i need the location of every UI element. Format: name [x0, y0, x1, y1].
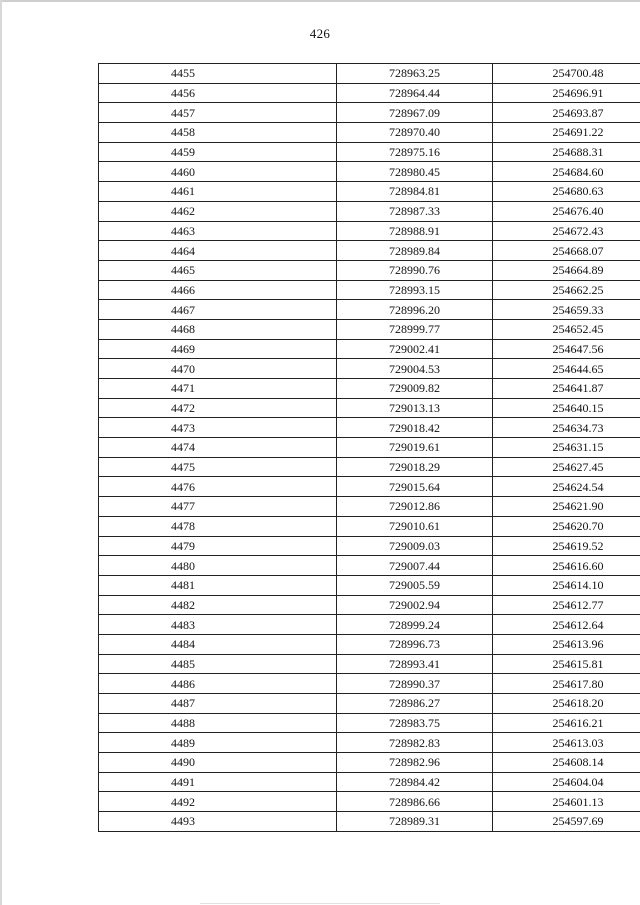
table-row [99, 260, 640, 280]
y-coordinate-cell: 254688.31 [493, 142, 640, 162]
y-coordinate-cell: 254612.77 [493, 595, 640, 615]
point-number-cell: 4477 [99, 497, 337, 517]
table-row [99, 615, 640, 635]
y-coordinate-cell: 254604.04 [493, 772, 640, 792]
point-number-cell: 4466 [99, 280, 337, 300]
point-number-cell: 4469 [99, 339, 337, 359]
x-coordinate-cell: 728986.66 [337, 792, 493, 812]
table-row [99, 772, 640, 792]
y-coordinate-cell: 254634.73 [493, 418, 640, 438]
table-row [99, 201, 640, 221]
point-number-cell: 4490 [99, 753, 337, 773]
x-coordinate-cell: 728964.44 [337, 83, 493, 103]
x-coordinate-cell: 728988.91 [337, 221, 493, 241]
x-coordinate-cell: 729005.59 [337, 575, 493, 595]
x-coordinate-cell: 728984.81 [337, 182, 493, 202]
y-coordinate-cell: 254680.63 [493, 182, 640, 202]
point-number-cell: 4470 [99, 359, 337, 379]
point-number-cell: 4474 [99, 438, 337, 458]
point-number-cell: 4455 [99, 64, 337, 84]
table-row [99, 753, 640, 773]
point-number-cell: 4489 [99, 733, 337, 753]
point-number-cell: 4483 [99, 615, 337, 635]
point-number-cell: 4487 [99, 694, 337, 714]
x-coordinate-cell: 728983.75 [337, 713, 493, 733]
x-coordinate-cell: 728986.27 [337, 694, 493, 714]
y-coordinate-cell: 254613.96 [493, 634, 640, 654]
y-coordinate-cell: 254616.60 [493, 556, 640, 576]
table-row [99, 379, 640, 399]
x-coordinate-cell: 729012.86 [337, 497, 493, 517]
y-coordinate-cell: 254696.91 [493, 83, 640, 103]
point-number-cell: 4481 [99, 575, 337, 595]
table-row [99, 457, 640, 477]
table-row [99, 398, 640, 418]
point-number-cell: 4476 [99, 477, 337, 497]
x-coordinate-cell: 728996.20 [337, 300, 493, 320]
x-coordinate-cell: 728990.76 [337, 260, 493, 280]
x-coordinate-cell: 729019.61 [337, 438, 493, 458]
y-coordinate-cell: 254647.56 [493, 339, 640, 359]
table-row [99, 694, 640, 714]
table-row [99, 123, 640, 143]
y-coordinate-cell: 254620.70 [493, 516, 640, 536]
x-coordinate-cell: 728970.40 [337, 123, 493, 143]
table-row [99, 595, 640, 615]
x-coordinate-cell: 729007.44 [337, 556, 493, 576]
scan-edge-top [0, 0, 640, 2]
point-number-cell: 4482 [99, 595, 337, 615]
point-number-cell: 4465 [99, 260, 337, 280]
x-coordinate-cell: 728989.84 [337, 241, 493, 261]
point-number-cell: 4491 [99, 772, 337, 792]
table-row [99, 536, 640, 556]
y-coordinate-cell: 254615.81 [493, 654, 640, 674]
x-coordinate-cell: 728984.42 [337, 772, 493, 792]
table-row [99, 319, 640, 339]
x-coordinate-cell: 729002.94 [337, 595, 493, 615]
table-row [99, 418, 640, 438]
y-coordinate-cell: 254613.03 [493, 733, 640, 753]
y-coordinate-cell: 254601.13 [493, 792, 640, 812]
y-coordinate-cell: 254640.15 [493, 398, 640, 418]
table-row [99, 792, 640, 812]
table-row [99, 556, 640, 576]
table-row [99, 280, 640, 300]
point-number-cell: 4468 [99, 319, 337, 339]
table-row [99, 300, 640, 320]
table-row [99, 575, 640, 595]
coordinates-table [98, 63, 640, 832]
table-row [99, 674, 640, 694]
y-coordinate-cell: 254700.48 [493, 64, 640, 84]
y-coordinate-cell: 254684.60 [493, 162, 640, 182]
y-coordinate-cell: 254644.65 [493, 359, 640, 379]
x-coordinate-cell: 728989.31 [337, 812, 493, 832]
point-number-cell: 4458 [99, 123, 337, 143]
y-coordinate-cell: 254652.45 [493, 319, 640, 339]
table-row [99, 438, 640, 458]
x-coordinate-cell: 728993.15 [337, 280, 493, 300]
point-number-cell: 4459 [99, 142, 337, 162]
table-row [99, 142, 640, 162]
y-coordinate-cell: 254662.25 [493, 280, 640, 300]
point-number-cell: 4488 [99, 713, 337, 733]
y-coordinate-cell: 254608.14 [493, 753, 640, 773]
y-coordinate-cell: 254618.20 [493, 694, 640, 714]
table-row [99, 339, 640, 359]
point-number-cell: 4463 [99, 221, 337, 241]
y-coordinate-cell: 254616.21 [493, 713, 640, 733]
x-coordinate-cell: 729010.61 [337, 516, 493, 536]
x-coordinate-cell: 729018.29 [337, 457, 493, 477]
table-row [99, 634, 640, 654]
table-row [99, 162, 640, 182]
x-coordinate-cell: 729018.42 [337, 418, 493, 438]
x-coordinate-cell: 729004.53 [337, 359, 493, 379]
point-number-cell: 4484 [99, 634, 337, 654]
x-coordinate-cell: 729009.03 [337, 536, 493, 556]
y-coordinate-cell: 254672.43 [493, 221, 640, 241]
x-coordinate-cell: 728975.16 [337, 142, 493, 162]
table-row [99, 497, 640, 517]
x-coordinate-cell: 728982.96 [337, 753, 493, 773]
page-number: 426 [309, 26, 331, 41]
y-coordinate-cell: 254627.45 [493, 457, 640, 477]
point-number-cell: 4457 [99, 103, 337, 123]
point-number-cell: 4486 [99, 674, 337, 694]
y-coordinate-cell: 254641.87 [493, 379, 640, 399]
x-coordinate-cell: 729009.82 [337, 379, 493, 399]
point-number-cell: 4473 [99, 418, 337, 438]
point-number-cell: 4478 [99, 516, 337, 536]
table-row [99, 221, 640, 241]
point-number-cell: 4485 [99, 654, 337, 674]
x-coordinate-cell: 728967.09 [337, 103, 493, 123]
table-row [99, 359, 640, 379]
table-row [99, 241, 640, 261]
point-number-cell: 4464 [99, 241, 337, 261]
table-row [99, 713, 640, 733]
table-row [99, 733, 640, 753]
x-coordinate-cell: 729002.41 [337, 339, 493, 359]
y-coordinate-cell: 254617.80 [493, 674, 640, 694]
x-coordinate-cell: 729015.64 [337, 477, 493, 497]
y-coordinate-cell: 254659.33 [493, 300, 640, 320]
table-row [99, 83, 640, 103]
table-row [99, 477, 640, 497]
point-number-cell: 4461 [99, 182, 337, 202]
table-row [99, 654, 640, 674]
point-number-cell: 4462 [99, 201, 337, 221]
x-coordinate-cell: 728999.77 [337, 319, 493, 339]
point-number-cell: 4475 [99, 457, 337, 477]
x-coordinate-cell: 728990.37 [337, 674, 493, 694]
x-coordinate-cell: 728996.73 [337, 634, 493, 654]
y-coordinate-cell: 254612.64 [493, 615, 640, 635]
point-number-cell: 4456 [99, 83, 337, 103]
y-coordinate-cell: 254668.07 [493, 241, 640, 261]
y-coordinate-cell: 254619.52 [493, 536, 640, 556]
y-coordinate-cell: 254597.69 [493, 812, 640, 832]
x-coordinate-cell: 728993.41 [337, 654, 493, 674]
coordinates-table-body [99, 64, 640, 832]
y-coordinate-cell: 254614.10 [493, 575, 640, 595]
x-coordinate-cell: 728982.83 [337, 733, 493, 753]
point-number-cell: 4480 [99, 556, 337, 576]
x-coordinate-cell: 728980.45 [337, 162, 493, 182]
point-number-cell: 4460 [99, 162, 337, 182]
y-coordinate-cell: 254693.87 [493, 103, 640, 123]
x-coordinate-cell: 729013.13 [337, 398, 493, 418]
y-coordinate-cell: 254691.22 [493, 123, 640, 143]
x-coordinate-cell: 728999.24 [337, 615, 493, 635]
y-coordinate-cell: 254631.15 [493, 438, 640, 458]
y-coordinate-cell: 254624.54 [493, 477, 640, 497]
x-coordinate-cell: 728987.33 [337, 201, 493, 221]
table-row [99, 812, 640, 832]
point-number-cell: 4467 [99, 300, 337, 320]
point-number-cell: 4472 [99, 398, 337, 418]
y-coordinate-cell: 254621.90 [493, 497, 640, 517]
table-row [99, 103, 640, 123]
y-coordinate-cell: 254664.89 [493, 260, 640, 280]
point-number-cell: 4492 [99, 792, 337, 812]
table-row [99, 182, 640, 202]
point-number-cell: 4493 [99, 812, 337, 832]
scan-bottom-edge [200, 903, 440, 904]
x-coordinate-cell: 728963.25 [337, 64, 493, 84]
point-number-cell: 4471 [99, 379, 337, 399]
table-row [99, 64, 640, 84]
y-coordinate-cell: 254676.40 [493, 201, 640, 221]
point-number-cell: 4479 [99, 536, 337, 556]
scan-edge-left [0, 0, 2, 905]
table-row [99, 516, 640, 536]
